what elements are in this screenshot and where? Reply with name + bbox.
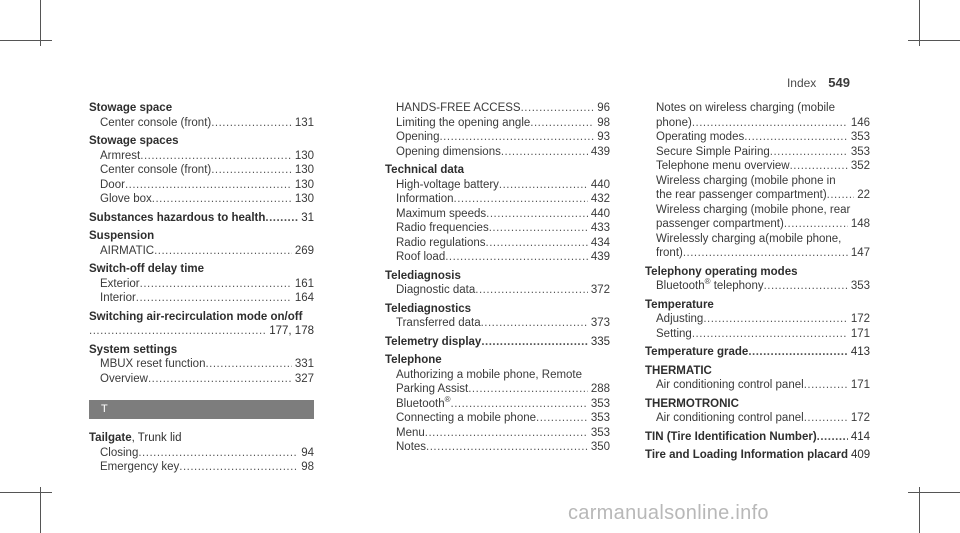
page-ref[interactable]: 353 bbox=[590, 426, 610, 439]
leader-dots bbox=[817, 430, 848, 445]
subentry-label bbox=[656, 279, 764, 294]
page-ref[interactable]: 439 bbox=[590, 145, 610, 158]
leader-dots bbox=[445, 250, 588, 265]
page-ref[interactable]: 172 bbox=[850, 412, 870, 424]
leader-dots bbox=[475, 283, 588, 298]
index-subentry[interactable] bbox=[89, 446, 314, 461]
index-subentry[interactable] bbox=[645, 145, 870, 160]
index-subentry[interactable] bbox=[645, 378, 870, 393]
page-ref[interactable]: 288 bbox=[590, 383, 610, 395]
index-subentry[interactable] bbox=[645, 130, 870, 145]
subentry-label: High-voltage battery bbox=[396, 178, 499, 191]
index-heading: Telephony operating modes bbox=[645, 265, 798, 278]
leader-dots bbox=[530, 116, 594, 131]
subentry-label: Armrest bbox=[100, 149, 141, 162]
page-ref[interactable]: 372 bbox=[590, 284, 610, 296]
crop-mark bbox=[919, 487, 920, 533]
page-ref[interactable]: 171 bbox=[850, 379, 870, 391]
index-entry bbox=[89, 211, 314, 226]
leader-dots bbox=[744, 130, 848, 145]
page-ref[interactable]: 327 bbox=[294, 372, 314, 385]
index-subentry[interactable] bbox=[89, 163, 314, 178]
letter-section-bar: T bbox=[89, 400, 314, 419]
subentry-label: Overview bbox=[100, 372, 148, 385]
index-entry bbox=[89, 229, 314, 258]
index-subentry[interactable] bbox=[89, 178, 314, 193]
leader-dots bbox=[148, 372, 292, 387]
index-entry bbox=[645, 101, 870, 261]
subentry-label: Air conditioning control panel bbox=[656, 412, 804, 424]
leader-dots bbox=[136, 291, 292, 306]
crop-mark bbox=[908, 40, 960, 41]
page-ref[interactable]: 269 bbox=[294, 244, 314, 257]
index-heading[interactable] bbox=[645, 345, 870, 360]
leader-dots bbox=[179, 460, 298, 475]
page-ref[interactable]: 373 bbox=[590, 317, 610, 329]
subentry-label: Closing bbox=[100, 446, 139, 459]
index-heading: Telephone bbox=[385, 354, 442, 366]
page-ref[interactable]: 130 bbox=[294, 193, 314, 205]
crop-mark bbox=[40, 487, 41, 533]
leader-dots bbox=[211, 116, 292, 131]
index-subentry[interactable] bbox=[645, 312, 870, 327]
page-ref[interactable]: 164 bbox=[294, 292, 314, 304]
heading-label: Substances hazardous to health bbox=[89, 211, 266, 224]
page-ref[interactable]: 409 bbox=[850, 449, 871, 461]
subentry-label: front) bbox=[656, 247, 683, 259]
index-subentry[interactable] bbox=[89, 372, 314, 387]
subentry-label: Opening dimensions bbox=[396, 145, 501, 158]
subentry-label: Center console (front) bbox=[100, 116, 212, 129]
index-subentry[interactable] bbox=[645, 279, 870, 294]
index-column-3 bbox=[645, 101, 870, 467]
page-ref[interactable]: 440 bbox=[590, 207, 610, 220]
index-column-2 bbox=[385, 101, 610, 459]
page-ref[interactable]: 350 bbox=[590, 441, 610, 453]
leader-dots bbox=[804, 378, 848, 393]
heading-suffix: , Trunk lid bbox=[131, 432, 182, 444]
leader-dots bbox=[138, 446, 298, 461]
subentry-label: Information bbox=[396, 193, 454, 205]
leader-dots bbox=[451, 397, 588, 412]
index-entry bbox=[385, 335, 610, 350]
index-subentry[interactable] bbox=[385, 145, 610, 160]
page-ref[interactable]: 353 bbox=[590, 412, 610, 424]
index-subentry[interactable] bbox=[385, 426, 610, 441]
page-ref[interactable]: 148 bbox=[850, 218, 870, 230]
page-ref[interactable]: 434 bbox=[590, 236, 610, 249]
subentry-label: Door bbox=[100, 178, 125, 191]
page-ref[interactable]: 439 bbox=[590, 251, 610, 263]
index-subentry[interactable] bbox=[89, 244, 314, 259]
header-label: Index bbox=[786, 76, 817, 90]
leader-dots bbox=[521, 101, 595, 116]
index-heading bbox=[89, 431, 314, 446]
index-subentry[interactable] bbox=[385, 130, 610, 145]
subentry-label: Air conditioning control panel bbox=[656, 379, 804, 391]
leader-dots bbox=[692, 116, 848, 131]
subentry-label: Glove box bbox=[100, 193, 152, 205]
heading-label: Temperature grade bbox=[645, 346, 749, 358]
index-subentry[interactable] bbox=[645, 246, 870, 261]
index-subentry[interactable] bbox=[385, 236, 610, 251]
index-subentry[interactable] bbox=[385, 382, 610, 397]
index-heading: Temperature bbox=[645, 298, 714, 311]
index-entry bbox=[89, 262, 314, 306]
index-subentry[interactable] bbox=[89, 460, 314, 475]
watermark: carmanualsonline.info bbox=[568, 502, 769, 524]
crop-mark bbox=[0, 492, 52, 493]
heading-label: Tailgate bbox=[89, 432, 132, 444]
index-entry bbox=[645, 265, 870, 294]
index-heading: THERMOTRONIC bbox=[645, 397, 739, 410]
subentry-wrapped-line: Authorizing a mobile phone, Remote bbox=[396, 368, 583, 381]
page-ref[interactable]: 130 bbox=[294, 149, 314, 162]
index-heading: THERMATIC bbox=[645, 364, 712, 377]
index-subentry[interactable] bbox=[385, 411, 610, 426]
index-subentry[interactable] bbox=[385, 250, 610, 265]
index-entry bbox=[645, 448, 870, 463]
page-ref[interactable]: 433 bbox=[590, 222, 610, 234]
subentry-label: HANDS-FREE ACCESS bbox=[396, 102, 521, 114]
subentry-label: Operating modes bbox=[656, 131, 745, 143]
page-ref[interactable]: 440 bbox=[590, 178, 610, 191]
page-header bbox=[787, 75, 850, 90]
page-ref[interactable]: 353 bbox=[850, 131, 870, 143]
index-heading: Stowage spaces bbox=[89, 135, 179, 147]
page-ref[interactable]: 335 bbox=[590, 335, 610, 348]
index-subentry[interactable] bbox=[645, 217, 870, 232]
index-entry bbox=[385, 302, 610, 331]
page-ref[interactable]: 98 bbox=[597, 116, 610, 129]
index-subentry[interactable] bbox=[645, 411, 870, 426]
index-subentry[interactable] bbox=[385, 221, 610, 236]
page-ref[interactable]: 94 bbox=[301, 446, 314, 459]
index-entry bbox=[385, 101, 610, 159]
subentry-wrapped-line: Wireless charging (mobile phone, rear bbox=[656, 203, 851, 216]
leader-dots bbox=[804, 411, 848, 426]
page-ref[interactable]: 353 bbox=[590, 397, 610, 410]
index-heading: Switch-off delay time bbox=[89, 263, 205, 275]
leader-dots bbox=[486, 207, 588, 222]
index-entry bbox=[645, 298, 870, 342]
leader-dots bbox=[89, 324, 266, 339]
index-subentry[interactable] bbox=[89, 149, 314, 164]
subentry-text: Bluetooth bbox=[656, 280, 705, 292]
index-subentry[interactable] bbox=[645, 188, 870, 203]
index-subentry[interactable] bbox=[645, 159, 870, 174]
subentry-label: Exterior bbox=[100, 277, 140, 290]
heading-label: Telemetry display bbox=[385, 335, 482, 348]
index-heading: Telediagnosis bbox=[385, 269, 461, 282]
leader-dots bbox=[454, 192, 588, 207]
index-subentry[interactable] bbox=[645, 116, 870, 131]
index-heading[interactable] bbox=[89, 211, 314, 226]
leader-dots bbox=[439, 130, 594, 145]
index-entry bbox=[89, 310, 314, 339]
heading-label: Tire and Loading Information placard bbox=[645, 449, 848, 461]
page-ref[interactable]: 98 bbox=[301, 461, 314, 473]
leader-dots bbox=[536, 411, 588, 426]
leader-dots bbox=[501, 145, 588, 160]
page-ref[interactable]: 146 bbox=[850, 116, 870, 129]
page-ref[interactable]: 131 bbox=[294, 116, 314, 129]
crop-mark bbox=[908, 492, 960, 493]
leader-dots bbox=[154, 244, 292, 259]
leader-dots bbox=[790, 159, 848, 174]
leader-dots bbox=[827, 188, 855, 203]
subentry-label: Secure Simple Pairing bbox=[656, 145, 770, 158]
index-subentry[interactable] bbox=[89, 116, 314, 131]
index-subentry[interactable] bbox=[89, 277, 314, 292]
index-heading: Telediagnostics bbox=[385, 302, 472, 315]
subentry-label: Connecting a mobile phone bbox=[396, 412, 537, 424]
page-ref[interactable]: 177, 178 bbox=[269, 325, 314, 337]
index-entry bbox=[385, 353, 610, 455]
page-ref[interactable]: 352 bbox=[850, 160, 870, 172]
index-subentry[interactable] bbox=[89, 291, 314, 306]
index-entry bbox=[645, 397, 870, 426]
subentry-label: Adjusting bbox=[656, 313, 704, 325]
subentry-label: Transferred data bbox=[396, 317, 481, 329]
subentry-text: telephony bbox=[710, 280, 764, 292]
leader-dots bbox=[152, 192, 292, 207]
subentry-label: Roof load bbox=[396, 251, 446, 263]
subentry-label bbox=[396, 394, 451, 412]
index-entry bbox=[89, 101, 314, 130]
index-entry bbox=[89, 134, 314, 207]
crop-mark bbox=[0, 40, 52, 41]
index-subentry[interactable] bbox=[385, 101, 610, 116]
leader-dots bbox=[764, 279, 848, 294]
index-entry bbox=[385, 269, 610, 298]
subentry-wrapped-line: Notes on wireless charging (mobile bbox=[656, 102, 835, 114]
index-entry bbox=[645, 345, 870, 360]
subentry-label: Setting bbox=[656, 327, 692, 340]
index-column-1 bbox=[89, 101, 314, 479]
leader-dots bbox=[770, 145, 848, 160]
leader-dots bbox=[125, 178, 292, 193]
subentry-label: Diagnostic data bbox=[396, 284, 476, 296]
index-subentry[interactable] bbox=[385, 178, 610, 193]
index-subentry[interactable] bbox=[385, 192, 610, 207]
leader-dots bbox=[140, 149, 292, 164]
index-subentry[interactable] bbox=[385, 283, 610, 298]
page-ref[interactable]: 147 bbox=[850, 247, 870, 259]
page-ref[interactable]: 22 bbox=[857, 189, 870, 201]
index-entry bbox=[645, 364, 870, 393]
leader-dots bbox=[486, 236, 588, 251]
subentry-label: Center console (front) bbox=[100, 164, 212, 176]
subentry-label: Telephone menu overview bbox=[656, 160, 790, 172]
page-ref[interactable]: 353 bbox=[850, 280, 870, 292]
index-subentry[interactable] bbox=[385, 440, 610, 455]
subentry-label: Opening bbox=[396, 131, 440, 143]
heading-label: TIN (Tire Identification Number) bbox=[645, 430, 817, 443]
index-subentry[interactable] bbox=[645, 327, 870, 342]
leader-dots bbox=[703, 312, 848, 327]
subentry-label: Menu bbox=[396, 426, 425, 439]
index-heading[interactable] bbox=[645, 448, 870, 463]
page-ref[interactable]: 413 bbox=[850, 346, 870, 358]
subentry-label: passenger compartment) bbox=[656, 218, 784, 230]
page-ref[interactable]: 331 bbox=[294, 358, 314, 370]
subentry-wrapped-line: Wirelessly charging a(mobile phone, bbox=[656, 232, 842, 245]
leader-dots bbox=[211, 163, 292, 178]
leader-dots bbox=[784, 217, 848, 232]
page-ref[interactable]: 432 bbox=[590, 193, 610, 205]
subentry-label: phone) bbox=[656, 116, 692, 129]
registered-mark: ® bbox=[444, 394, 451, 404]
subentry-label: the rear passenger compartment) bbox=[656, 189, 827, 201]
subentry-label: Parking Assist bbox=[396, 383, 469, 395]
page-ref[interactable]: 171 bbox=[850, 327, 870, 340]
leader-dots bbox=[426, 440, 588, 455]
index-subentry[interactable] bbox=[89, 357, 314, 372]
index-heading: Technical data bbox=[385, 164, 465, 176]
index-heading: Suspension bbox=[89, 230, 155, 242]
index-entry bbox=[385, 163, 610, 265]
index-heading-pages[interactable] bbox=[89, 324, 314, 339]
index-heading: Switching air-recirculation mode on/off bbox=[89, 310, 303, 323]
index-subentry[interactable] bbox=[89, 192, 314, 207]
subentry-label: Notes bbox=[396, 441, 427, 453]
index-subentry[interactable] bbox=[385, 394, 610, 412]
leader-dots bbox=[692, 327, 848, 342]
index-heading: System settings bbox=[89, 343, 178, 356]
index-subentry[interactable] bbox=[385, 116, 610, 131]
index-subentry[interactable] bbox=[385, 316, 610, 331]
leader-dots bbox=[499, 178, 588, 193]
page-ref[interactable]: 93 bbox=[597, 131, 610, 143]
subentry-label: Limiting the opening angle bbox=[396, 116, 531, 129]
subentry-label: Interior bbox=[100, 292, 136, 304]
index-entry bbox=[89, 343, 314, 387]
subentry-label: Maximum speeds bbox=[396, 207, 487, 220]
leader-dots bbox=[683, 246, 848, 261]
page-ref[interactable]: 161 bbox=[294, 277, 314, 290]
index-subentry[interactable] bbox=[385, 207, 610, 222]
leader-dots bbox=[265, 211, 298, 226]
page-number: 549 bbox=[828, 75, 850, 90]
page-ref[interactable]: 31 bbox=[301, 211, 314, 224]
subentry-label: AIRMATIC bbox=[100, 244, 155, 257]
index-entry bbox=[645, 430, 870, 445]
index-entry bbox=[89, 431, 314, 475]
page-ref[interactable]: 414 bbox=[850, 430, 870, 443]
subentry-label: Radio frequencies bbox=[396, 222, 489, 234]
page-ref[interactable]: 96 bbox=[597, 102, 610, 114]
subentry-label: Emergency key bbox=[100, 461, 180, 473]
leader-dots bbox=[425, 426, 588, 441]
leader-dots bbox=[140, 277, 292, 292]
leader-dots bbox=[205, 357, 291, 372]
page-ref[interactable]: 172 bbox=[850, 313, 870, 325]
subentry-label: MBUX reset function bbox=[100, 358, 206, 370]
leader-dots bbox=[748, 345, 847, 360]
leader-dots bbox=[489, 221, 588, 236]
page-ref[interactable]: 130 bbox=[294, 164, 314, 176]
subentry-label: Radio regulations bbox=[396, 236, 486, 249]
subentry-wrapped-line: Wireless charging (mobile phone in bbox=[656, 174, 836, 187]
leader-dots bbox=[468, 382, 588, 397]
index-heading[interactable] bbox=[645, 430, 870, 445]
index-heading[interactable] bbox=[385, 335, 610, 350]
leader-dots bbox=[481, 335, 588, 350]
subentry-text: Bluetooth bbox=[396, 397, 445, 410]
page-ref[interactable]: 130 bbox=[294, 178, 314, 191]
leader-dots bbox=[481, 316, 588, 331]
page-ref[interactable]: 353 bbox=[850, 145, 870, 158]
index-heading: Stowage space bbox=[89, 102, 173, 114]
registered-mark: ® bbox=[704, 277, 711, 287]
